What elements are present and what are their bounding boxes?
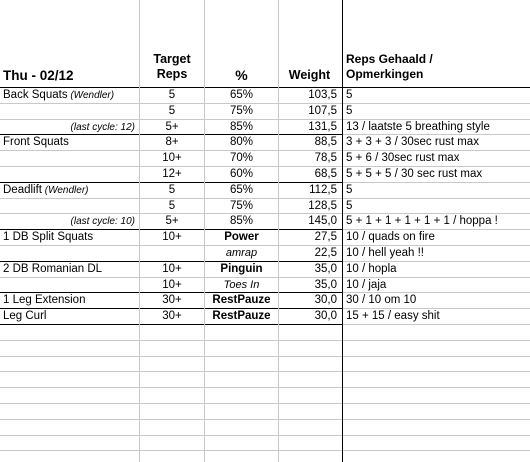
percent-cell: Pinguin bbox=[220, 262, 263, 275]
comment-cell: 5 bbox=[346, 104, 353, 117]
target-reps-cell: 30+ bbox=[162, 310, 182, 323]
weight-cell: 68,5 bbox=[314, 168, 337, 180]
weight-cell: 131,5 bbox=[308, 120, 337, 133]
row-divider bbox=[0, 103, 530, 104]
target-reps-cell: 5+ bbox=[165, 215, 179, 228]
row-divider bbox=[0, 182, 343, 183]
row-divider bbox=[0, 134, 343, 135]
row-divider bbox=[0, 435, 530, 436]
exercise-name: 2 DB Romanian DL bbox=[3, 262, 103, 275]
row-divider bbox=[0, 403, 530, 404]
row-divider bbox=[0, 387, 530, 388]
comment-cell: 10 / jaja bbox=[346, 278, 387, 291]
comment-cell: 5 + 5 + 5 / 30 sec rust max bbox=[346, 168, 483, 180]
exercise-note: (Wendler) bbox=[42, 184, 89, 196]
weight-cell: 27,5 bbox=[314, 231, 337, 244]
weight-cell: 30,0 bbox=[314, 310, 337, 323]
row-divider bbox=[0, 371, 530, 372]
weight-cell: 30,0 bbox=[314, 294, 337, 307]
target-reps-cell: 10+ bbox=[162, 278, 182, 291]
exercise-note: (Wendler) bbox=[67, 90, 115, 101]
cycle-note: (last cycle: 10) bbox=[70, 216, 135, 228]
weight-cell: 145,0 bbox=[308, 215, 337, 228]
row-divider bbox=[0, 119, 530, 120]
target-reps-cell: 5+ bbox=[165, 120, 179, 133]
row-divider bbox=[0, 229, 343, 230]
row-divider bbox=[0, 166, 530, 167]
row-divider bbox=[0, 324, 343, 325]
comment-cell: 10 / hopla bbox=[346, 262, 397, 275]
percent-cell: amrap bbox=[225, 247, 258, 259]
percent-cell: 75% bbox=[229, 199, 254, 212]
weight-cell: 35,0 bbox=[314, 278, 337, 291]
weight-cell: 88,5 bbox=[314, 136, 337, 149]
row-divider bbox=[0, 87, 530, 88]
column-divider bbox=[204, 0, 205, 462]
comment-cell: 5 bbox=[346, 89, 353, 101]
header-target-reps: Target Reps bbox=[153, 52, 191, 81]
exercise-name: Back Squats (Wendler) bbox=[3, 89, 115, 101]
weight-cell: 112,5 bbox=[309, 183, 337, 196]
percent-cell: 75% bbox=[229, 104, 254, 117]
target-reps-cell: 10+ bbox=[162, 262, 182, 275]
header-reps-done: Reps Gehaald / Opmerkingen bbox=[346, 52, 433, 81]
weight-cell: 103,5 bbox=[308, 89, 337, 101]
comment-cell: 10 / hell yeah !! bbox=[346, 247, 424, 259]
row-divider bbox=[0, 340, 530, 341]
weight-cell: 35,0 bbox=[314, 262, 337, 275]
row-divider bbox=[0, 245, 530, 246]
row-divider bbox=[0, 419, 530, 420]
percent-cell: 85% bbox=[229, 120, 254, 133]
percent-cell: Toes In bbox=[223, 278, 260, 291]
percent-cell: 80% bbox=[229, 136, 254, 149]
comment-cell: 5 bbox=[346, 183, 353, 196]
header-percent: % bbox=[235, 67, 248, 83]
exercise-name: 1 DB Split Squats bbox=[3, 231, 94, 244]
column-divider bbox=[278, 0, 279, 462]
exercise-name: Leg Curl bbox=[3, 310, 47, 323]
column-divider bbox=[139, 0, 140, 462]
comment-cell: 15 + 15 / easy shit bbox=[346, 310, 440, 323]
percent-cell: Power bbox=[224, 231, 259, 244]
header-weight: Weight bbox=[288, 68, 331, 82]
percent-cell: RestPauze bbox=[212, 310, 271, 323]
row-divider bbox=[0, 292, 343, 293]
percent-cell: 65% bbox=[229, 89, 254, 101]
target-reps-cell: 5 bbox=[168, 183, 176, 196]
percent-cell: 85% bbox=[229, 215, 254, 228]
percent-cell: 70% bbox=[229, 152, 254, 165]
target-reps-cell: 12+ bbox=[162, 168, 182, 180]
exercise-name: Front Squats bbox=[3, 136, 69, 149]
comment-cell: 10 / quads on fire bbox=[346, 231, 435, 244]
comment-cell: 5 + 1 + 1 + 1 + 1 + 1 / hoppa ! bbox=[346, 215, 498, 228]
sheet-title: Thu - 02/12 bbox=[3, 68, 74, 83]
comment-cell: 5 bbox=[346, 199, 353, 212]
weight-cell: 78,5 bbox=[314, 152, 337, 165]
row-divider bbox=[0, 308, 343, 309]
row-divider bbox=[0, 150, 530, 151]
exercise-name: 1 Leg Extension bbox=[3, 294, 86, 307]
cycle-note: (last cycle: 12) bbox=[70, 121, 135, 133]
row-divider bbox=[0, 198, 530, 199]
row-divider bbox=[0, 213, 530, 214]
target-reps-cell: 5 bbox=[168, 89, 176, 101]
weight-cell: 107,5 bbox=[308, 104, 337, 117]
target-reps-cell: 5 bbox=[168, 199, 176, 212]
weight-cell: 22,5 bbox=[314, 247, 337, 259]
target-reps-cell: 30+ bbox=[162, 294, 182, 307]
row-divider bbox=[0, 261, 343, 262]
row-divider bbox=[0, 356, 530, 357]
comment-cell: 3 + 3 + 3 / 30sec rust max bbox=[346, 136, 479, 149]
target-reps-cell: 10+ bbox=[162, 231, 182, 244]
percent-cell: RestPauze bbox=[212, 294, 271, 307]
row-divider bbox=[0, 450, 530, 451]
target-reps-cell: 8+ bbox=[165, 136, 179, 149]
target-reps-cell: 10+ bbox=[162, 152, 182, 165]
target-reps-cell: 5 bbox=[168, 104, 176, 117]
column-divider bbox=[342, 0, 343, 462]
comment-cell: 13 / laatste 5 breathing style bbox=[346, 120, 490, 133]
comment-cell: 5 + 6 / 30sec rust max bbox=[346, 152, 460, 165]
comment-cell: 30 / 10 om 10 bbox=[346, 294, 417, 307]
percent-cell: 65% bbox=[229, 183, 254, 196]
percent-cell: 60% bbox=[229, 168, 254, 180]
row-divider bbox=[0, 277, 530, 278]
exercise-name: Deadlift (Wendler) bbox=[3, 183, 89, 196]
weight-cell: 128,5 bbox=[308, 199, 337, 212]
